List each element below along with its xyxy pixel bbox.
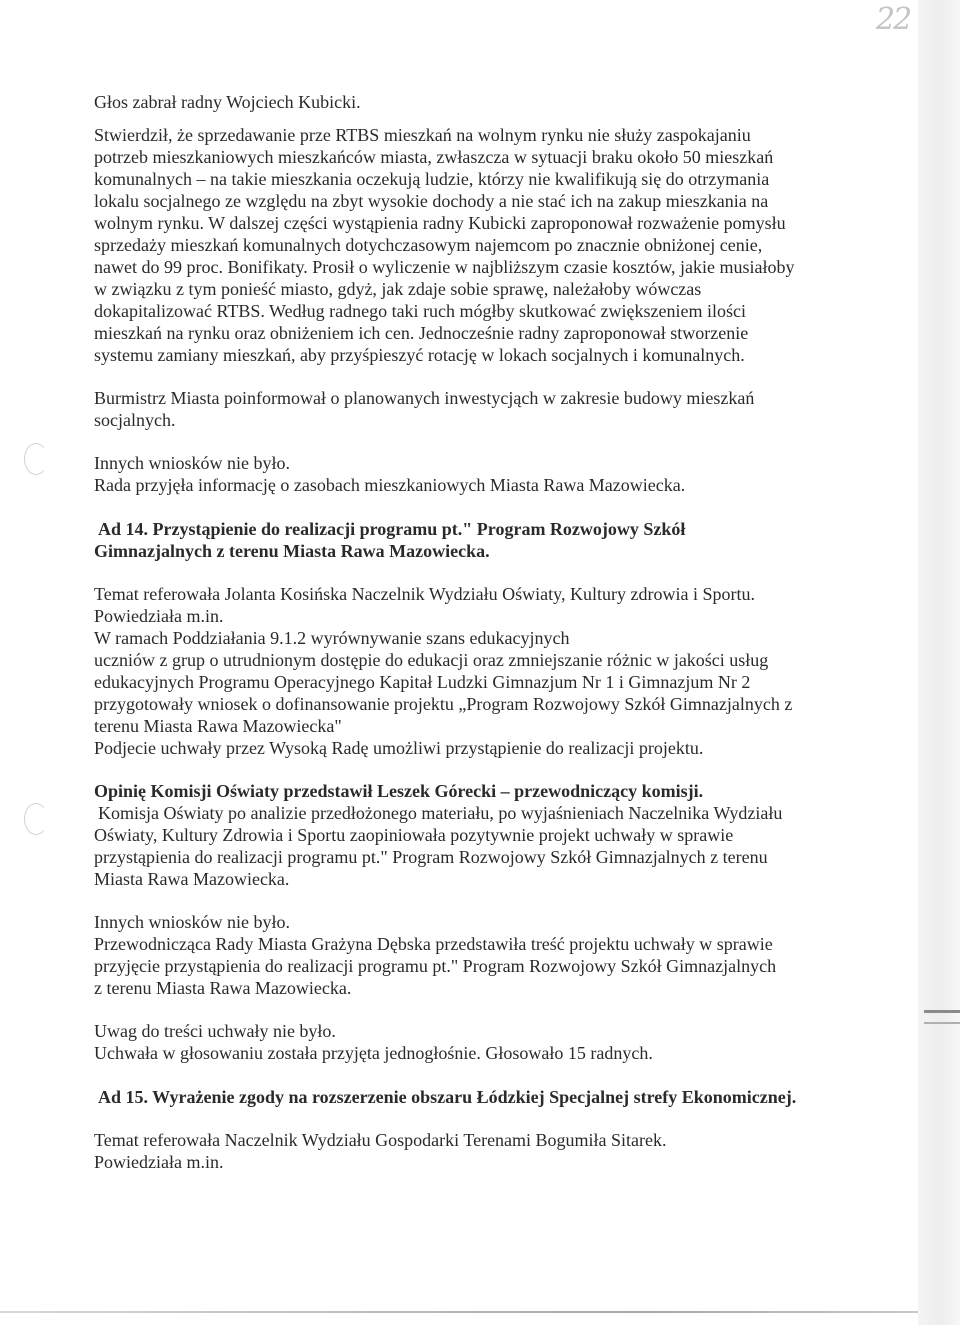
text-line: Podjecie uchwały przez Wysoką Radę umożliwi przystąpienie do realizacji projektu. [94,738,704,758]
text-line: Powiedziała m.in. [94,606,224,626]
text-line: Ad 14. Przystąpienie do realizacji programu pt." Program Rozwojowy Szkół [98,519,686,539]
text-line: przygotowały wniosek o dofinansowanie projektu „Program Rozwojowy Szkół Gimnazjalnych z [94,694,793,714]
text-line: komunalnych – na takie mieszkania oczekują ludzie, którzy nie kwalifikują się do otrzymania [94,169,770,189]
text-line: Uchwała w głosowaniu została przyjęta jednogłośnie. Głosowało 15 radnych. [94,1043,653,1063]
text-line: przyjęcie przystąpienia do realizacji programu pt." Program Rozwojowy Szkół Gimnazjalnych [94,956,777,976]
page-number: 22 [876,2,911,37]
text-line: dokapitalizować RTBS. Według radnego taki ruch mógłby skutkować zwiększeniem ilości [94,301,746,321]
scan-edge-mark [924,1022,960,1024]
text-line: potrzeb mieszkaniowych mieszkańców miasta, zwłaszcza w sytuacji braku około 50 mieszkań [94,147,774,167]
text-line: socjalnych. [94,410,176,430]
text-line: z terenu Miasta Rawa Mazowiecka. [94,978,352,998]
text-line: lokalu socjalnego ze względu na zbyt wysokie dochody a nie stać ich na zakup mieszkania na [94,191,769,211]
text-line: uczniów z grup o utrudnionym dostępie do edukacji oraz zmniejszanie różnic w jakości usług [94,650,769,670]
text-line: Temat referowała Naczelnik Wydziału Gospodarki Terenami Bogumiła Sitarek. [94,1130,667,1150]
text-line: Stwierdził, że sprzedawanie prze RTBS mieszkań na wolnym rynku nie służy zaspokajaniu [94,125,751,145]
scan-edge-shadow [918,0,960,1325]
text-line: Miasta Rawa Mazowiecka. [94,869,290,889]
text-line: nawet do 99 proc. Bonifikaty. Prosił o wyliczenie w najbliższym czasie kosztów, jakie musiałoby [94,257,795,277]
text-line: Uwag do treści uchwały nie było. [94,1021,336,1041]
text-line: Rada przyjęła informację o zasobach mieszkaniowych Miasta Rawa Mazowiecka. [94,475,686,495]
punch-hole [24,803,48,835]
text-line: Komisja Oświaty po analizie przedłożonego materiału, po wyjaśnieniach Naczelnika Wydziału [98,803,783,823]
text-line: Temat referowała Jolanta Kosińska Naczelnik Wydziału Oświaty, Kultury zdrowia i Sportu. [94,584,755,604]
scan-edge-mark [924,1010,960,1013]
text-line: Gimnazjalnych z terenu Miasta Rawa Mazowiecka. [94,541,490,561]
text-line: Innych wniosków nie było. [94,453,290,473]
text-line: Ad 15. Wyrażenie zgody na rozszerzenie obszaru Łódzkiej Specjalnej strefy Ekonomicznej. [98,1087,797,1107]
text-line: w związku z tym ponieść miasto, gdyż, jak zdaje sobie sprawę, należałoby wówczas [94,279,702,299]
text-line: systemu zamiany mieszkań, aby przyśpieszyć rotację w lokach socjalnych i komunalnych. [94,345,745,365]
text-line: Oświaty, Kultury Zdrowia i Sportu zaopiniowała pozytywnie projekt uchwały w sprawie [94,825,734,845]
text-line: Opinię Komisji Oświaty przedstawił Leszek Górecki – przewodniczący komisji. [94,781,704,801]
text-line: Burmistrz Miasta poinformował o planowanych inwestycjąch w zakresie budowy mieszkań [94,388,755,408]
punch-hole [24,443,48,475]
text-line: Głos zabrał radny Wojciech Kubicki. [94,92,361,112]
text-line: Powiedziała m.in. [94,1152,224,1172]
text-line: przystąpienia do realizacji programu pt." Program Rozwojowy Szkół Gimnazjalnych z terenu [94,847,768,867]
text-line: terenu Miasta Rawa Mazowiecka" [94,716,342,736]
text-line: mieszkań na rynku oraz obniżeniem ich cen. Jednocześnie radny zaproponował stworzenie [94,323,749,343]
bottom-rule [0,1311,918,1313]
text-line: Innych wniosków nie było. [94,912,290,932]
text-line: wolnym rynku. W dalszej części wystąpienia radny Kubicki zaproponował rozważenie pomysłu [94,213,786,233]
text-line: edukacyjnych Programu Operacyjnego Kapitał Ludzki Gimnazjum Nr 1 i Gimnazjum Nr 2 [94,672,751,692]
text-line: W ramach Poddziałania 9.1.2 wyrównywanie szans edukacyjnych [94,628,570,648]
text-line: sprzedaży mieszkań komunalnych dotychczasowym najemcom po znacznie obniżonej cenie, [94,235,763,255]
text-line: Przewodnicząca Rady Miasta Grażyna Dębska przedstawiła treść projektu uchwały w sprawie [94,934,773,954]
